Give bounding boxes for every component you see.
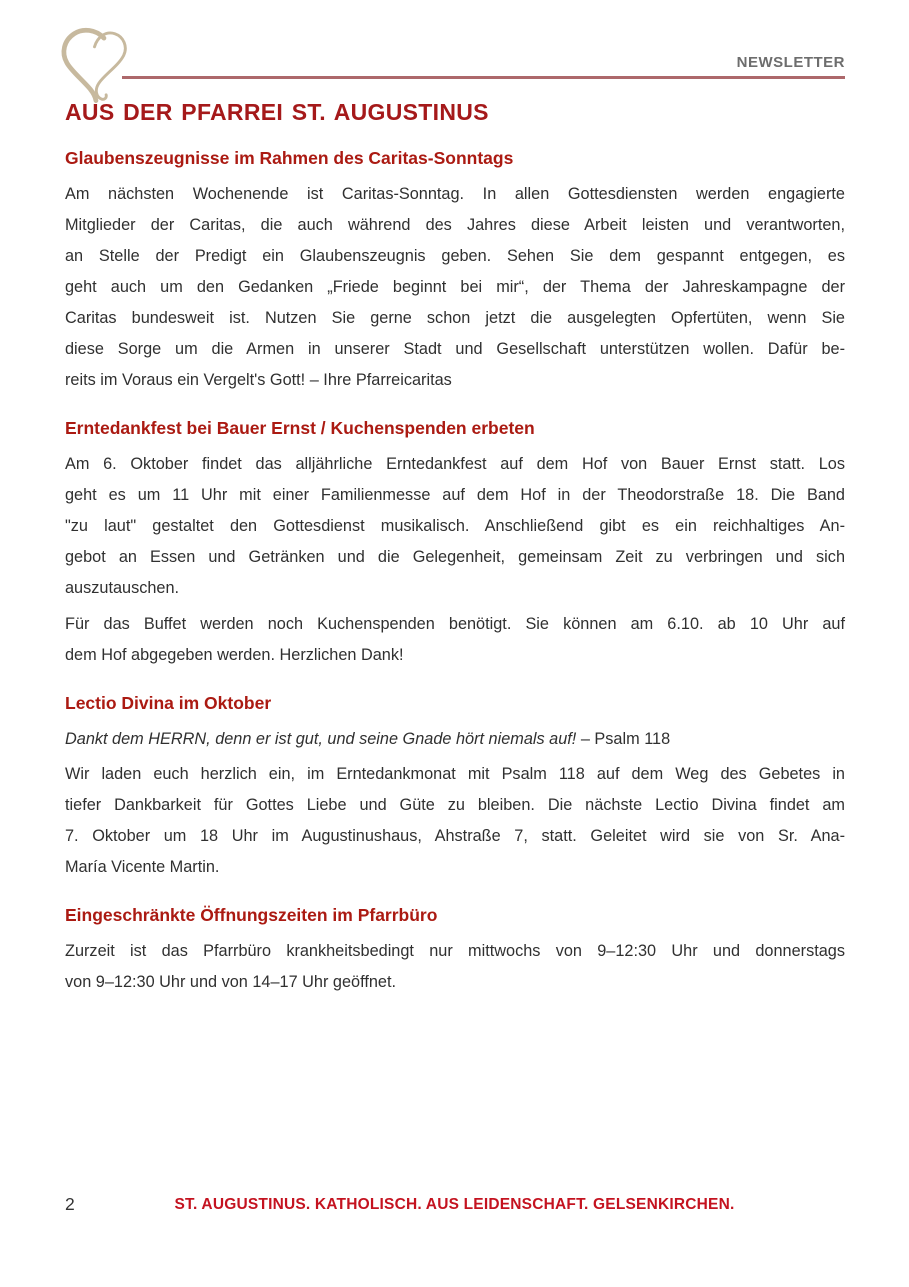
newsletter-label: NEWSLETTER (736, 54, 845, 71)
page-title: AUS DER PFARREI ST. AUGUSTINUS (65, 99, 489, 125)
text-line: geht es um 11 Uhr mit einer Familienmesse auf dem Hof in der Theodorstraße 18. Die Band (65, 486, 845, 504)
paragraph (65, 936, 845, 998)
text-line: Caritas bundesweit ist. Nutzen Sie gerne schon jetzt die ausgelegten Opfertüten, wenn Sie (65, 309, 845, 327)
text-line: auszutauschen. (65, 579, 180, 597)
text-line: an Stelle der Predigt ein Glaubenszeugnis geben. Sehen Sie dem gespannt entgegen, es (65, 247, 845, 265)
section-oeffnungszeiten (65, 904, 845, 998)
page-content (65, 147, 845, 998)
text-line: Mitglieder der Caritas, die auch während des Jahres diese Arbeit leisten und verantworten, (65, 216, 845, 234)
text-line: von 9–12:30 Uhr und von 14–17 Uhr geöffnet. (65, 973, 396, 991)
paragraph (65, 449, 845, 604)
text-line: "zu laut" gestaltet den Gottesdienst musikalisch. Anschließend gibt es ein reichhaltiges An- (65, 517, 845, 535)
psalm-quote-italic: Dankt dem HERRN, denn er ist gut, und seine Gnade hört niemals auf! (65, 730, 577, 748)
page-number: 2 (65, 1194, 75, 1214)
paragraph (65, 759, 845, 883)
heart-logo-icon (57, 25, 132, 105)
psalm-quote-source: – Psalm 118 (576, 730, 671, 748)
section-heading: Lectio Divina im Oktober (65, 693, 272, 713)
section-erntedankfest (65, 417, 845, 671)
text-line: Zurzeit ist das Pfarrbüro krankheitsbedingt nur mittwochs von 9–12:30 Uhr und donnerstags (65, 942, 845, 960)
paragraph (65, 609, 845, 671)
text-line: tiefer Dankbarkeit für Gottes Liebe und Güte zu bleiben. Die nächste Lectio Divina findet am (65, 796, 845, 814)
paragraph (65, 179, 845, 396)
text-line: diese Sorge um die Armen in unserer Stadt und Gesellschaft unterstützen wollen. Dafür be- (65, 340, 845, 358)
section-heading: Erntedankfest bei Bauer Ernst / Kuchenspenden erbeten (65, 418, 535, 438)
text-line: Am 6. Oktober findet das alljährliche Erntedankfest auf dem Hof von Bauer Ernst statt. Los (65, 455, 845, 473)
text-line: geht auch um den Gedanken „Friede beginnt bei mir“, der Thema der Jahreskampagne der (65, 278, 845, 296)
section-caritas-sonntag (65, 147, 845, 396)
text-line: dem Hof abgegeben werden. Herzlichen Dank! (65, 646, 404, 664)
section-heading: Glaubenszeugnisse im Rahmen des Caritas-Sonntags (65, 148, 514, 168)
section-heading: Eingeschränkte Öffnungszeiten im Pfarrbüro (65, 905, 438, 925)
text-line: 7. Oktober um 18 Uhr im Augustinushaus, Ahstraße 7, statt. Geleitet wird sie von Sr. Ana- (65, 827, 845, 845)
text-line: Für das Buffet werden noch Kuchenspenden benötigt. Sie können am 6.10. ab 10 Uhr auf (65, 615, 845, 633)
header-rule (122, 76, 845, 79)
text-line: María Vicente Martin. (65, 858, 220, 876)
footer-tagline: ST. AUGUSTINUS. KATHOLISCH. AUS LEIDENSCHAFT. GELSENKIRCHEN. (174, 1196, 735, 1213)
text-line: Wir laden euch herzlich ein, im Erntedankmonat mit Psalm 118 auf dem Weg des Gebetes in (65, 765, 845, 783)
section-lectio-divina (65, 692, 845, 883)
text-line: reits im Voraus ein Vergelt's Gott! – Ihre Pfarreicaritas (65, 371, 452, 389)
psalm-quote (65, 724, 845, 755)
text-line: gebot an Essen und Getränken und die Gelegenheit, gemeinsam Zeit zu verbringen und sich (65, 548, 845, 566)
text-line: Am nächsten Wochenende ist Caritas-Sonntag. In allen Gottesdiensten werden engagierte (65, 185, 845, 203)
